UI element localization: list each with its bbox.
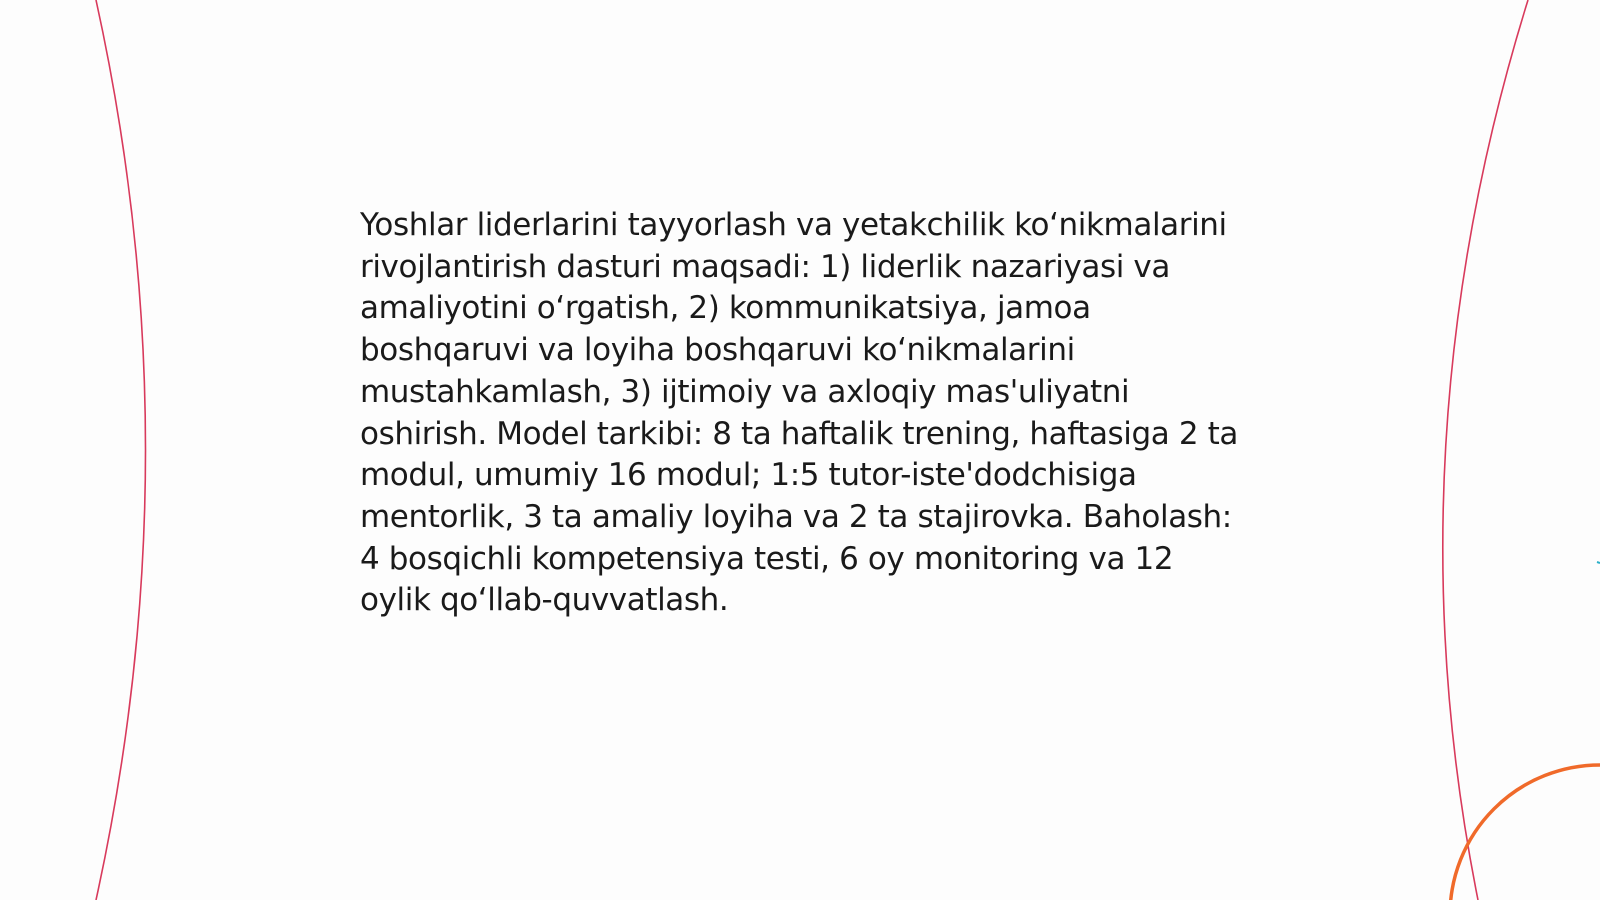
orange-circle-decoration bbox=[1450, 765, 1600, 900]
left-arc-decoration bbox=[96, 0, 146, 900]
right-arc-decoration bbox=[1443, 0, 1528, 900]
slide-body-text: Yoshlar liderlarini tayyorlash va yetakchilik koʻnikmalarini rivojlantirish dasturi maqsadi: 1) liderlik nazariyasi va amaliyotini oʻrgatish, 2) kommunikatsiya, jamoa boshqaruvi va loyiha boshqaruvi koʻnikmalarini mustahkamlash, 3) ijtimoiy va axloqiy mas'uliyatni oshirish. Model tarkibi: 8 ta haftalik trening, haftasiga 2 ta modul, umumiy 16 modul; 1:5 tutor-iste'dodchisiga mentorlik, 3 ta amaliy loyiha va 2 ta stajirovka. Baholash: 4 bosqichli kompetensiya testi, 6 oy monitoring va 12 oylik qoʻllab-quvvatlash. bbox=[360, 207, 1238, 619]
